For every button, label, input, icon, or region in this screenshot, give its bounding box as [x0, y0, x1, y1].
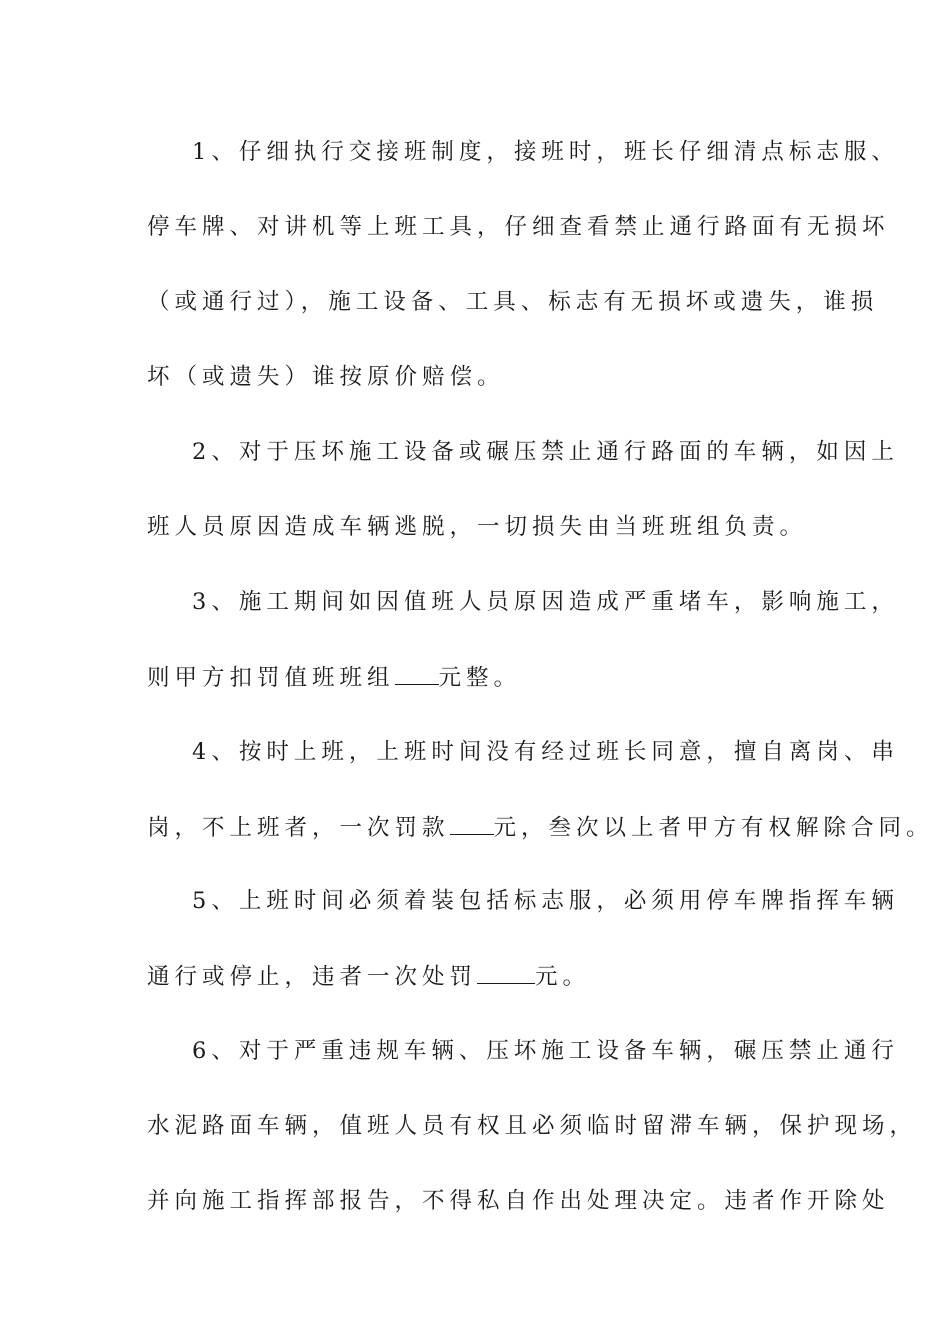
paragraph-4-text-after-blank: 元，叁次以上者甲方有权解除合同。: [493, 815, 934, 841]
fill-in-blank: [450, 812, 494, 835]
paragraph-1-line-4: 坏（或遗失）谁按原价赔偿。: [147, 364, 505, 390]
paragraph-5-line-2: [147, 961, 827, 992]
paragraph-5-text-after-blank: 元。: [535, 964, 591, 990]
fill-in-blank: [477, 961, 535, 984]
paragraph-1-line-2: 停车牌、对讲机等上班工具，仔细查看禁止通行路面有无损坏: [147, 214, 890, 240]
paragraph-4-text-before-blank: 岗，不上班者，一次罚款: [147, 815, 450, 841]
paragraph-2-line-1: 2、对于压坏施工设备或碾压禁止通行路面的车辆，如因上: [192, 439, 899, 465]
paragraph-1-line-3: （或通行过），施工设备、工具、标志有无损坏或遗失，谁损: [147, 289, 879, 315]
paragraph-2-line-2: 班人员原因造成车辆逃脱，一切损失由当班班组负责。: [147, 514, 808, 540]
paragraph-4-line-2: [147, 812, 934, 843]
paragraph-1-line-1: 1、仔细执行交接班制度，接班时，班长仔细清点标志服、: [192, 139, 899, 165]
paragraph-5-text-before-blank: 通行或停止，违者一次处罚: [147, 964, 478, 990]
fill-in-blank: [395, 662, 439, 685]
paragraph-3-text-after-blank: 元整。: [438, 665, 522, 691]
paragraph-3-text-before-blank: 则甲方扣罚值班班组: [147, 665, 395, 691]
paragraph-4-line-1: 4、按时上班，上班时间没有经过班长同意，擅自离岗、串: [192, 739, 899, 765]
paragraph-5-line-1: 5、上班时间必须着装包括标志服，必须用停车牌指挥车辆: [192, 888, 899, 914]
paragraph-3-line-1: 3、施工期间如因值班人员原因造成严重堵车，影响施工，: [192, 589, 899, 615]
paragraph-6-line-2: 水泥路面车辆，值班人员有权且必须临时留滞车辆，保护现场，: [147, 1113, 918, 1139]
paragraph-6-line-1: 6、对于严重违规车辆、压坏施工设备车辆，碾压禁止通行: [192, 1038, 899, 1064]
paragraph-3-line-2: [147, 662, 827, 693]
paragraph-6-line-3: 并向施工指挥部报告，不得私自作出处理决定。违者作开除处: [147, 1188, 890, 1214]
